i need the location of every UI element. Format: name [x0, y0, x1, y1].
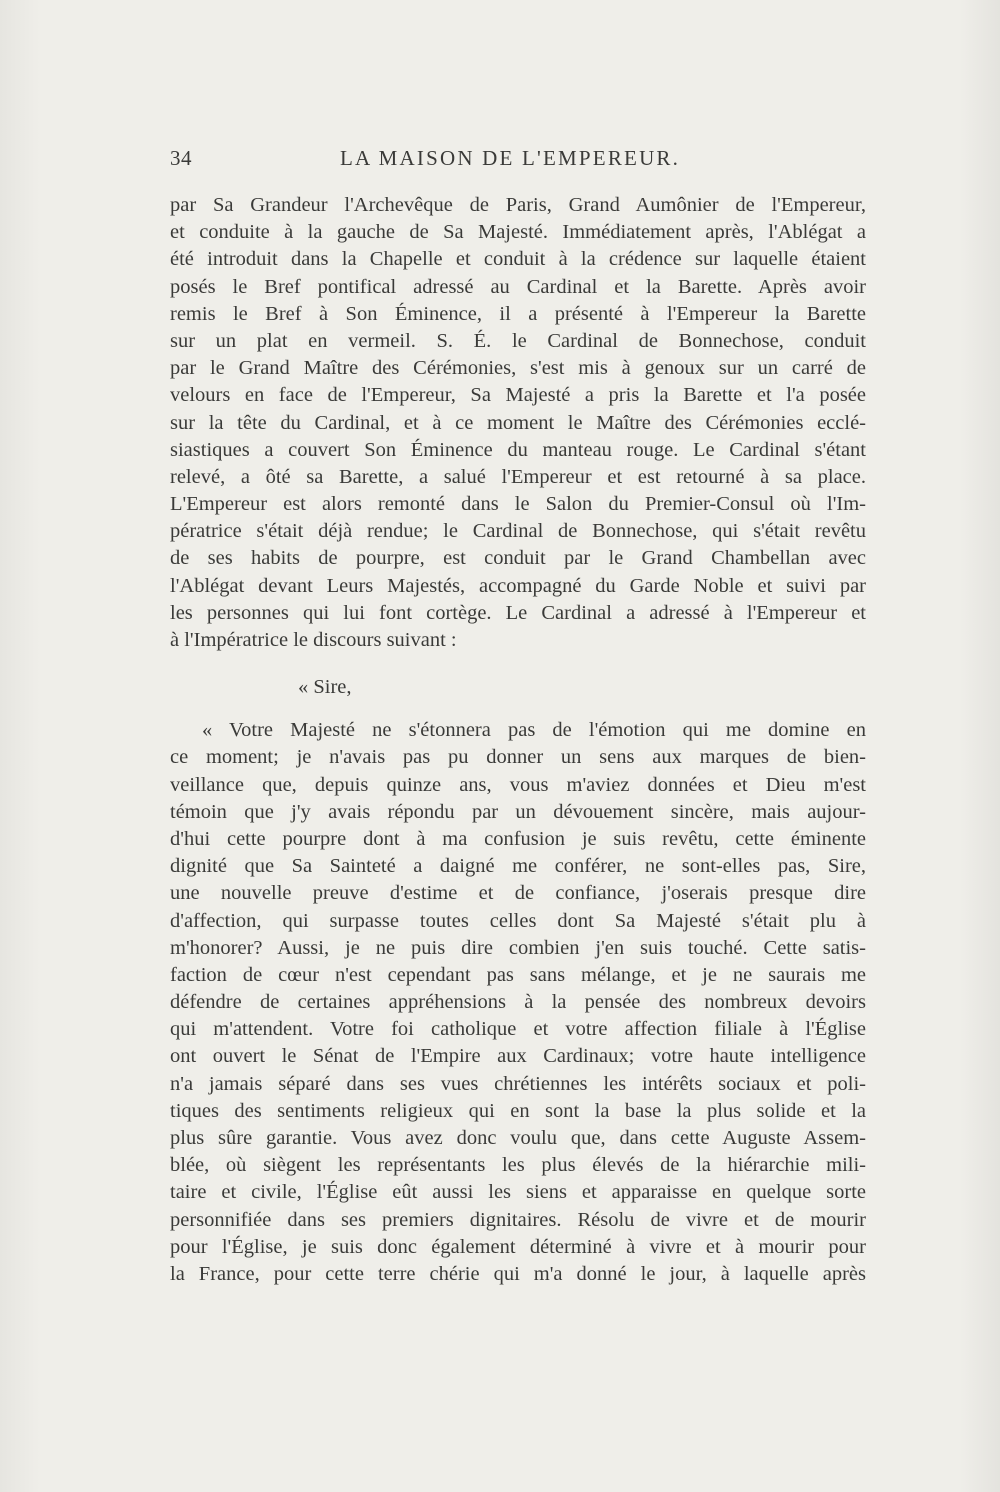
- text-line: pératrice s'était déjà rendue; le Cardinal de Bonnechose, qui s'était revêtu: [170, 520, 866, 543]
- text-line: qui m'attendent. Votre foi catholique et votre affection filiale à l'Église: [170, 1018, 866, 1041]
- text-line: siastiques a couvert Son Éminence du manteau rouge. Le Cardinal s'étant: [170, 438, 866, 461]
- text-line: taire et civile, l'Église eût aussi les siens et apparaisse en quelque sorte: [170, 1181, 866, 1204]
- text-line: d'hui cette pourpre dont à ma confusion je suis revêtu, cette éminente: [170, 827, 866, 850]
- text-line: été introduit dans la Chapelle et conduit à la crédence sur laquelle étaient: [170, 248, 866, 271]
- body-text: [170, 192, 866, 1288]
- text-line: et conduite à la gauche de Sa Majesté. Immédiatement après, l'Ablégat a: [170, 221, 866, 244]
- text-line: une nouvelle preuve d'estime et de confiance, j'oserais presque dire: [170, 882, 866, 905]
- text-line: blée, où siègent les représentants les plus élevés de la hiérarchie mili-: [170, 1154, 866, 1177]
- text-line: les personnes qui lui font cortège. Le Cardinal a adressé à l'Empereur et: [170, 601, 866, 624]
- text-line: ce moment; je n'avais pas pu donner un sens aux marques de bien-: [170, 746, 866, 769]
- text-line: à l'Impératrice le discours suivant :: [170, 629, 457, 651]
- text-line: défendre de certaines appréhensions à la pensée des nombreux devoirs: [170, 991, 866, 1014]
- running-title: LA MAISON DE L'EMPEREUR.: [340, 146, 681, 170]
- text-line: velours en face de l'Empereur, Sa Majesté a pris la Barette et l'a posée: [170, 384, 866, 407]
- text-line: sur un plat en vermeil. S. É. le Cardinal de Bonnechose, conduit: [170, 329, 866, 352]
- text-line: n'a jamais séparé dans ses vues chrétiennes les intérêts sociaux et poli-: [170, 1072, 866, 1095]
- text-line: faction de cœur n'est cependant pas sans mélange, et je ne saurais me: [170, 963, 866, 986]
- text-line: ont ouvert le Sénat de l'Empire aux Cardinaux; votre haute intelligence: [170, 1045, 866, 1068]
- text-line: par le Grand Maître des Cérémonies, s'est mis à genoux sur un carré de: [170, 357, 866, 380]
- speech-salutation: « Sire,: [298, 676, 352, 699]
- text-line: tiques des sentiments religieux qui en sont la base la plus solide et la: [170, 1099, 866, 1122]
- text-line: d'affection, qui surpasse toutes celles dont Sa Majesté s'était plu à: [170, 909, 866, 932]
- text-line: L'Empereur est alors remonté dans le Salon du Premier-Consul où l'Im-: [170, 493, 866, 516]
- text-line: sur la tête du Cardinal, et à ce moment le Maître des Cérémonies ecclé-: [170, 411, 866, 434]
- text-line: dignité que Sa Sainteté a daigné me conférer, ne sont-elles pas, Sire,: [170, 855, 866, 878]
- text-line: posés le Bref pontifical adressé au Cardinal et la Barette. Après avoir: [170, 275, 866, 298]
- text-line: « Votre Majesté ne s'étonnera pas de l'émotion qui me domine en: [202, 719, 866, 742]
- text-line: veillance que, depuis quinze ans, vous m'aviez données et Dieu m'est: [170, 773, 866, 796]
- running-head: [170, 146, 870, 178]
- text-line: remis le Bref à Son Éminence, il a présenté à l'Empereur la Barette: [170, 302, 866, 325]
- text-line: par Sa Grandeur l'Archevêque de Paris, Grand Aumônier de l'Empereur,: [170, 194, 866, 216]
- text-line: plus sûre garantie. Vous avez donc voulu que, dans cette Auguste Assem-: [170, 1127, 866, 1149]
- text-line: pour l'Église, je suis donc également déterminé à vivre et à mourir pour: [170, 1235, 866, 1258]
- paragraph-narrative: [170, 192, 866, 654]
- paragraph-speech: [170, 717, 866, 1288]
- page-number: 34: [170, 146, 192, 170]
- text-line: la France, pour cette terre chérie qui m'a donné le jour, à laquelle après: [170, 1262, 866, 1285]
- text-line: m'honorer? Aussi, je ne puis dire combien j'en suis touché. Cette satis-: [170, 936, 866, 959]
- text-line: personnifiée dans ses premiers dignitaires. Résolu de vivre et de mourir: [170, 1208, 866, 1231]
- text-line: relevé, a ôté sa Barette, a salué l'Empereur et est retourné à sa place.: [170, 465, 866, 488]
- text-line: témoin que j'y avais répondu par un dévouement sincère, mais aujour-: [170, 800, 866, 823]
- text-line: de ses habits de pourpre, est conduit par le Grand Chambellan avec: [170, 547, 866, 570]
- text-line: l'Ablégat devant Leurs Majestés, accompagné du Garde Noble et suivi par: [170, 574, 866, 597]
